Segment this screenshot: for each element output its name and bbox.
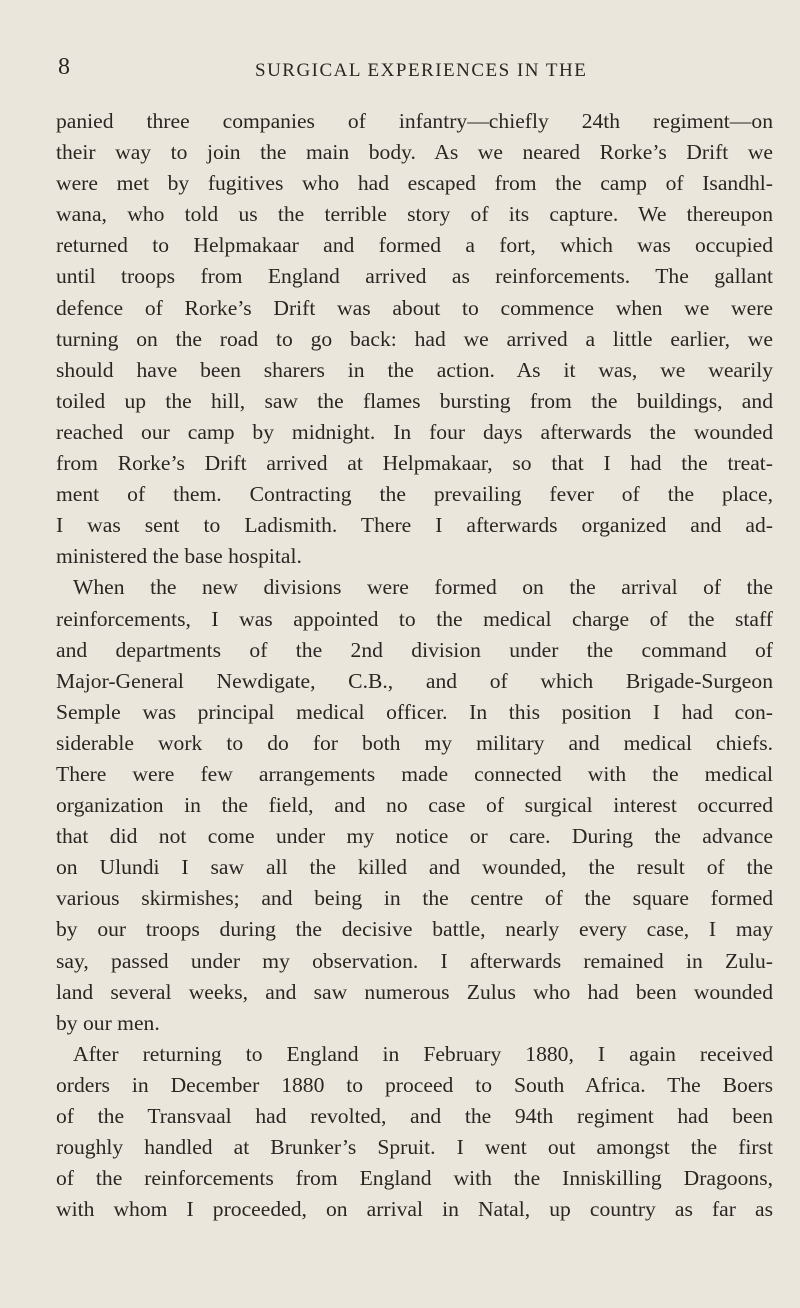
text-line: wana, who told us the terrible story of its capture. We thereupon xyxy=(56,202,773,227)
text-line: with whom I proceeded, on arrival in Natal, up country as far as xyxy=(56,1197,773,1222)
text-line: by our men. xyxy=(56,1010,160,1035)
text-line: organization in the field, and no case of surgical interest occurred xyxy=(56,793,773,818)
text-line: toiled up the hill, saw the flames bursting from the buildings, and xyxy=(56,388,773,413)
text-line: roughly handled at Brunker’s Spruit. I went out amongst the first xyxy=(56,1135,773,1160)
text-line: After returning to England in February 1880, I again received xyxy=(73,1041,773,1066)
text-line: that did not come under my notice or care. During the advance xyxy=(56,824,773,849)
text-line: various skirmishes; and being in the centre of the square formed xyxy=(56,886,773,911)
text-line: orders in December 1880 to proceed to South Africa. The Boers xyxy=(56,1072,773,1097)
text-line: Major-General Newdigate, C.B., and of which Brigade-Surgeon xyxy=(56,668,773,693)
page-number: 8 xyxy=(58,54,70,80)
text-line: land several weeks, and saw numerous Zulus who had been wounded xyxy=(56,979,773,1004)
text-line: turning on the road to go back: had we arrived a little earlier, we xyxy=(56,326,773,351)
text-line: panied three companies of infantry—chiefly 24th regiment—on xyxy=(56,109,773,133)
text-line: were met by fugitives who had escaped from the camp of Isandhl- xyxy=(56,171,773,196)
text-line: of the Transvaal had revolted, and the 94th regiment had been xyxy=(56,1104,773,1128)
text-line: their way to join the main body. As we neared Rorke’s Drift we xyxy=(56,140,773,165)
text-line: reached our camp by midnight. In four days afterwards the wounded xyxy=(56,419,773,444)
text-line: from Rorke’s Drift arrived at Helpmakaar, so that I had the treat- xyxy=(56,451,773,476)
text-line: returned to Helpmakaar and formed a fort, which was occupied xyxy=(56,233,773,258)
body-text xyxy=(56,106,773,1225)
text-line: ministered the base hospital. xyxy=(56,544,302,569)
text-line: When the new divisions were formed on the arrival of the xyxy=(73,575,773,600)
text-line: until troops from England arrived as reinforcements. The gallant xyxy=(56,264,773,289)
text-line: on Ulundi I saw all the killed and wounded, the result of the xyxy=(56,855,773,880)
text-line: defence of Rorke’s Drift was about to commence when we were xyxy=(56,295,773,320)
text-line: reinforcements, I was appointed to the medical charge of the staff xyxy=(56,606,773,631)
text-line: I was sent to Ladismith. There I afterwards organized and ad- xyxy=(56,513,773,538)
text-line: There were few arrangements made connected with the medical xyxy=(56,761,773,786)
running-head: SURGICAL EXPERIENCES IN THE xyxy=(255,60,588,81)
text-line: say, passed under my observation. I afterwards remained in Zulu- xyxy=(56,948,773,973)
text-line: should have been sharers in the action. As it was, we wearily xyxy=(56,357,773,382)
text-line: of the reinforcements from England with the Inniskilling Dragoons, xyxy=(56,1166,773,1191)
page-header xyxy=(0,54,800,84)
text-line: Semple was principal medical officer. In this position I had con- xyxy=(56,699,773,724)
text-line: ment of them. Contracting the prevailing fever of the place, xyxy=(56,482,773,507)
text-line: by our troops during the decisive battle, nearly every case, I may xyxy=(56,917,773,942)
text-line: siderable work to do for both my military and medical chiefs. xyxy=(56,730,773,755)
text-line: and departments of the 2nd division under the command of xyxy=(56,637,773,662)
